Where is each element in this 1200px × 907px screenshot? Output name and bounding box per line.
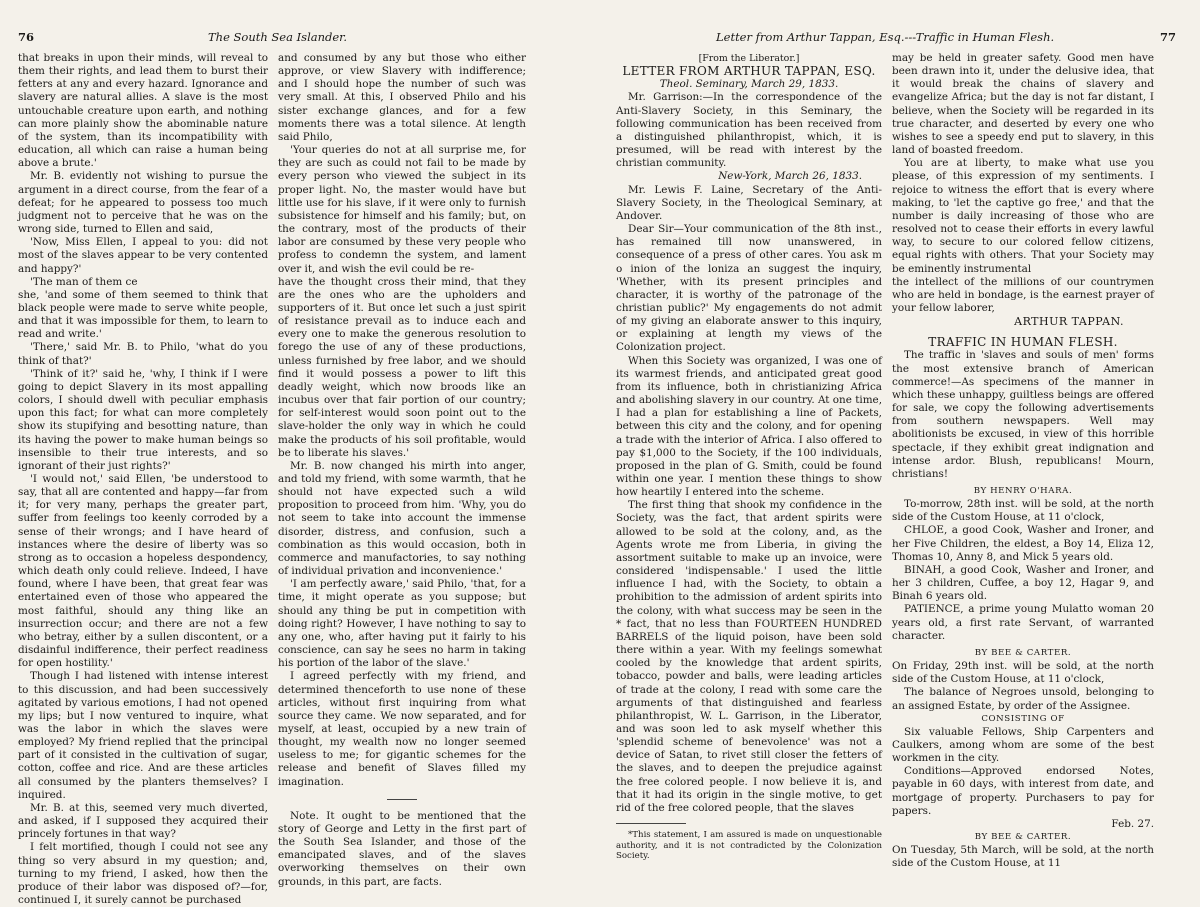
- paragraph: Dear Sir—Your communication of the 8th inst., has remained till now unanswered, in consequence of a press of other cares. You ask m o inion of the loniza an suggest the inquiry, 'Whether, with its present principles and character, it is worthy of the patronage of the christian public?' My engagements do not admit of my giving an elaborate answer to this inquiry, or explaining at length my views of the Colonization project.: [616, 223, 882, 354]
- left-running-head: [18, 30, 538, 44]
- letter-signature: ARTHUR TAPPAN.: [1014, 315, 1124, 329]
- letter-intro: Mr. Garrison:—In the correspondence of the Anti-Slavery Society, in this Seminary, the following communication has been received from a distinguished philanthropist, which, it is presumed, will be read with interest by the christian community.: [616, 91, 882, 170]
- ad-line: On Friday, 29th inst. will be sold, at the north side of the Custom House, at 11 o'clock,: [892, 660, 1154, 686]
- left-page-number: 76: [18, 30, 35, 44]
- paragraph: 'Now, Miss Ellen, I appeal to you: did not most of the slaves appear to be very contented and happy?': [18, 236, 268, 275]
- ad-byline: BY BEE & CARTER.: [974, 832, 1072, 843]
- letter-addressee: Mr. Lewis F. Laine, Secretary of the Anti-Slavery Society, in the Theological Seminary, at Andover.: [616, 183, 882, 222]
- source-line: [From the Liberator.]: [698, 53, 800, 64]
- paragraph: 'I am perfectly aware,' said Philo, 'that, for a time, it might operate as you suppose; but should any thing be put in competition with doing right? However, I have nothing to say to any one, who, after having put it fairly to his conscience, can say he sees no harm in taking his portion of the labor of the slave.': [278, 578, 526, 670]
- letter-dateline-2: New-York, March 26, 1833.: [718, 170, 862, 183]
- ad-line: To-morrow, 28th inst. will be sold, at the north side of the Custom House, at 11 o'clock,: [892, 498, 1154, 524]
- left-column-1: [18, 52, 268, 906]
- paragraph: 'There,' said Mr. B. to Philo, 'what do you think of that?': [18, 341, 268, 367]
- ad-line: Conditions—Approved endorsed Notes, payable in 60 days, with interest from date, and mortgage of property. Purchasers to pay for papers.: [892, 765, 1154, 817]
- paragraph: 'Your queries do not at all surprise me, for they are such as could not fail to be made by every person who viewed the subject in its proper light. No, the master would have but little use for his slave, if it were only to furnish subsistence for himself and his family; but, on the contrary, most of the products of their labor are consumed by these very people who profess to condemn the system, and lament over it, and wish the evil could be re-: [278, 144, 526, 275]
- right-page: [596, 0, 1200, 891]
- paragraph: 'Think of it?' said he, 'why, I think if I were going to depict Slavery in its most appalling colors, I should dwell with peculiar emphasis upon this fact; for what can more completely show its stupifying and besotting nature, than its having the power to make human beings so insensible to their true interests, and so ignorant of their just rights?': [18, 367, 268, 472]
- paragraph: 'I would not,' said Ellen, 'be understood to say, that all are contented and happy—far from it; for very many, perhaps the greater part, suffer from feelings too keenly corroded by a sense of their wrongs; and I have heard of instances where the desire of liberty was so strong as to occasion a hopeless despondency, which death only could relieve. Indeed, I have found, where I have been, that great fear was entertained even of those who appeared the most faithful, should any thing like an insurrection occur; and there are not a few who betray, either by a sullen discontent, or a disdainful indifference, their perfect readiness for open hostility.': [18, 473, 268, 670]
- ad-date: Feb. 27.: [1111, 817, 1154, 830]
- ad-byline: BY BEE & CARTER.: [974, 647, 1072, 658]
- ad-byline: BY HENRY O'HARA.: [973, 486, 1073, 496]
- paragraph: she, 'and some of them seemed to think that black people were made to serve white people, and that it was impossible for them, to learn to read and write.': [18, 288, 268, 341]
- paragraph: You are at liberty, to make what use you please, of this expression of my sentiments. I rejoice to witness the effort that is every where making, to 'let the captive go free,' and that the number is daily increasing of those who are resolved not to cease their efforts in every lawful way, to secure to our colored fellow citizens, equal rights with others. That your Society may be eminently instrumental: [892, 157, 1154, 275]
- left-page: [0, 0, 560, 906]
- paragraph: The traffic in 'slaves and souls of men' forms the most extensive branch of American commerce!—As specimens of the manner in which these unhappy, guiltless beings are offered for sale, we copy the following advertisements from southern newspapers. Well may abolitionists be excused, in view of this horrible spectacle, if they exhibit great indignation and intense ardor. Blush, republicans! Mourn, christians!: [892, 349, 1154, 480]
- paragraph: Mr. B. at this, seemed very much diverted, and asked, if I supposed they acquired their princely fortunes in that way?: [18, 801, 268, 841]
- section-title: TRAFFIC IN HUMAN FLESH.: [928, 335, 1118, 350]
- paragraph: Mr. B. now changed his mirth into anger, and told my friend, with some warmth, that he should not have expected such a wild proposition to proceed from him. 'Why, you do not seem to take into account the immense disorder, distress, and confusion, such a combination as this would occasion, both in commerce and manufactories, to say nothing of individual privation and inconvenience.': [278, 459, 526, 578]
- right-column-1: [616, 52, 882, 877]
- paragraph: may be held in greater safety. Good men have been drawn into it, under the delusive idea, that it would break the chains of slavery and evangelize Africa; but the day is not far distant, I believe, when the Society will be regarded in its true character, and deserted by every one who wishes to see a speedy end put to slavery, in this land of boasted freedom.: [892, 52, 1154, 157]
- section-rule: [387, 799, 417, 800]
- left-header-title: The South Sea Islander.: [208, 30, 348, 44]
- paragraph: 'The man of them ce: [30, 275, 138, 288]
- ad-line: PATIENCE, a prime young Mulatto woman 20 years old, a first rate Servant, of warranted character.: [892, 603, 1154, 642]
- right-page-number: 77: [1159, 30, 1176, 44]
- letter-dateline: Theol. Seminary, March 29, 1833.: [659, 78, 839, 91]
- note-paragraph: Note. It ought to be mentioned that the story of George and Letty in the first part of the South Sea Islander, and those of the emancipated slaves, and of the slaves overworking themselves on their own grounds, in this part, are facts.: [278, 809, 526, 888]
- paragraph: The first thing that shook my confidence in the Society, was the fact, that ardent spirits were allowed to be sold at the colony, and, as the Agents wrote me from Liberia, in giving the assortment suitable to make up an invoice, were considered 'indispensable.' I used the little influence I had, with the Society, to obtain a prohibition to the admission of ardent spirits into the colony, with what success may be seen in the * fact, that no less than FOURTEEN HUNDRED BARRELS of the liquid poison, have been sold there within a year. With my feelings somewhat cooled by the knowledge that ardent spirits, tobacco, powder and balls, were leading articles of trade at the colony, I read with some care the arguments of that distinguished and fearless philanthropist, W. L. Garrison, in the Liberator, and was soon led to ask myself whether this 'splendid scheme of benevolence' was not a device of Satan, to rivet still closer the fetters of the slaves, and to deepen the prejudice against the free colored people. I now believe it is, and that it had its origin in the single motive, to get rid of the free colored people, that the slaves: [616, 499, 882, 814]
- ad-line: CONSISTING OF: [981, 713, 1065, 724]
- ad-line: CHLOE, a good Cook, Washer and Ironer, and her Five Children, the eldest, a Boy 14, Eliza 12, Thomas 10, Anny 8, and Mick 5 years old.: [892, 524, 1154, 563]
- footnote: *This statement, I am assured is made on unquestionable authority, and it is not contradicted by the Colonization Society.: [616, 830, 882, 862]
- paragraph: Mr. B. evidently not wishing to pursue the argument in a direct course, from the fear of a defeat; for he appeared to possess too much judgment not to perceive that he was on the wrong side, turned to Ellen and said,: [18, 170, 268, 236]
- paragraph: the intellect of the millions of our countrymen who are held in bondage, is the earnest prayer of your fellow laborer,: [892, 275, 1154, 314]
- ad-line: Six valuable Fellows, Ship Carpenters and Caulkers, among whom are some of the best workmen in the city.: [892, 725, 1154, 765]
- paragraph: Though I had listened with intense interest to this discussion, and had been successively agitated by various emotions, I had not opened my lips; but I now ventured to inquire, what was the labor in which the slaves were employed? My friend replied that the principal part of it consisted in the cultivation of sugar, cotton, coffee and rice. And are these articles all consumed by the planters themselves? I inquired.: [18, 670, 268, 801]
- ad-line: BINAH, a good Cook, Washer and Ironer, and her 3 children, Cuffee, a boy 12, Hagar 9, and Binah 6 years old.: [892, 563, 1154, 603]
- paragraph: have the thought cross their mind, that they are the ones who are the upholders and supporters of it. But once let such a just spirit of resistance prevail as to induce each and every one to make the generous resolution to forego the use of any of these productions, unless furnished by free labor, and we should find it would possess a power to lift this deadly weight, which now broods like an incubus over that fair portion of our country; for self-interest would soon point out to the slave-holder the only way in which he could make the products of his soil profitable, would be to liberate his slaves.': [278, 275, 526, 459]
- right-header-title: Letter from Arthur Tappan, Esq.---Traffic in Human Flesh.: [716, 30, 1055, 44]
- footnote-rule: [616, 823, 686, 824]
- paragraph: and consumed by any but those who either approve, or view Slavery with indifference; and I should hope the number of such was very small. At this, I observed Philo and his sister exchange glances, and for a few moments there was a total silence. At length said Philo,: [278, 52, 526, 143]
- letter-title: LETTER FROM ARTHUR TAPPAN, ESQ.: [622, 64, 876, 79]
- paragraph: When this Society was organized, I was one of its warmest friends, and anticipated great good from its influence, both in christianizing Africa and abolishing slavery in our country. At one time, I had a plan for establishing a line of Packets, between this city and the colony, and for opening a trade with the interior of Africa. I also offered to pay $1,000 to the Society, if the 100 individuals, proposed in the plan of G. Smith, could be found within one year. I mention these things to show how heartily I entered into the scheme.: [616, 354, 882, 499]
- left-column-2: [278, 52, 526, 888]
- ad-line: On Tuesday, 5th March, will be sold, at the north side of the Custom House, at 11: [892, 844, 1154, 870]
- paragraph: I agreed perfectly with my friend, and determined thenceforth to use none of these articles, without first inquiring from what source they came. We now separated, and for myself, at least, occupied by a new train of thought, my wealth now no longer seemed useless to me; for gigantic schemes for the release and benefit of Slaves filled my imagination.: [278, 670, 526, 788]
- paragraph: that breaks in upon their minds, will reveal to them their rights, and lead them to burst their fetters at any and every hazard. Ignorance and slavery are natural allies. A slave is the most untouchable creature upon earth, and nothing can more plainly show the abominable nature of the system, than its incompatibility with education, all which can raise a human being above a brute.': [18, 52, 268, 170]
- paragraph: I felt mortified, though I could not see any thing so very absurd in my question; and, turning to my friend, I asked, how then the produce of their labor was disposed of?—for, continued I, it surely cannot be purchased: [18, 841, 268, 906]
- ad-line: The balance of Negroes unsold, belonging to an assigned Estate, by order of the Assignee.: [892, 686, 1154, 712]
- right-column-2: [892, 52, 1154, 877]
